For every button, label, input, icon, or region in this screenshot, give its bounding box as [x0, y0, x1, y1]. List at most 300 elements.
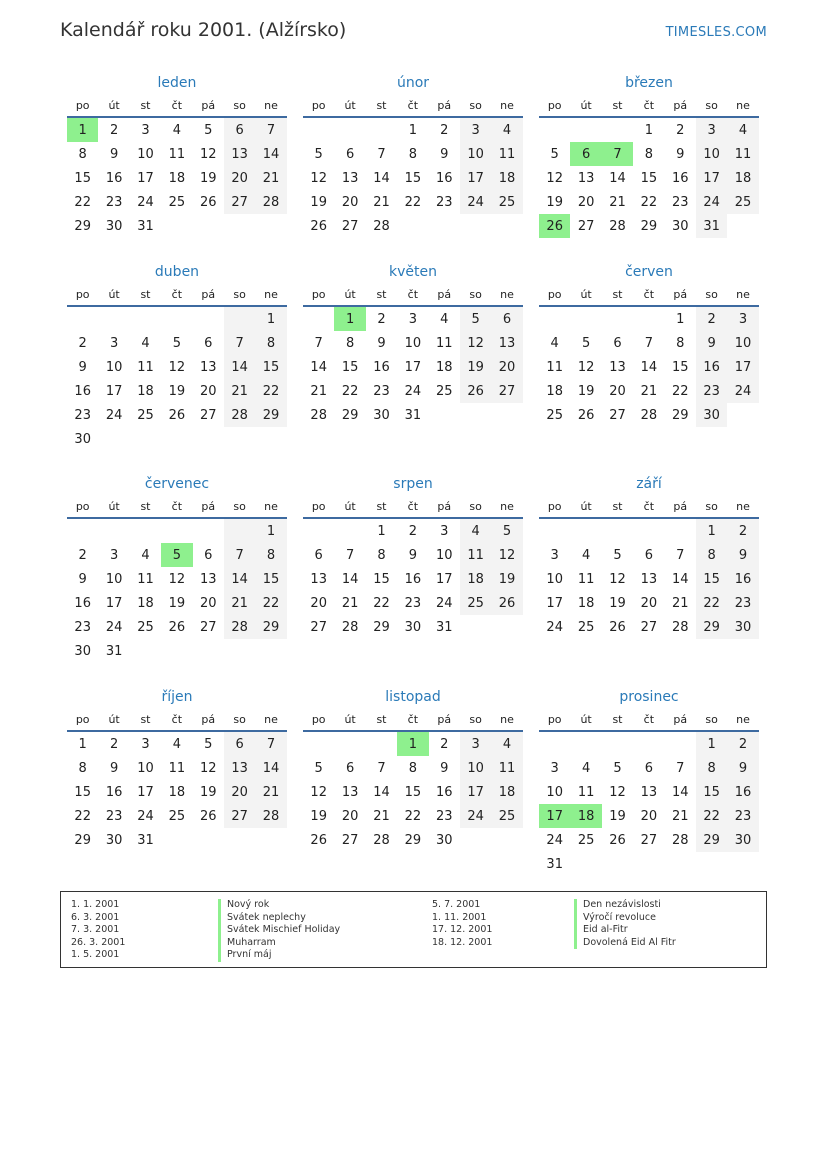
weekday-label: čt	[407, 712, 419, 726]
weekday-label: pá	[437, 712, 452, 726]
month-name: prosinec	[619, 689, 679, 705]
day-cell: 12	[577, 359, 595, 375]
day-cell: 25	[546, 407, 563, 423]
weekday-label: po	[311, 499, 326, 513]
day-cell: 14	[373, 784, 390, 800]
weekday-label: čt	[171, 712, 183, 726]
day-cell: 5	[314, 760, 323, 776]
day-cell: 16	[435, 784, 453, 800]
day-cell: 23	[435, 808, 453, 824]
day-cell: 18	[460, 567, 491, 591]
weekday-label: so	[233, 499, 246, 513]
day-cell: 4	[491, 118, 522, 142]
day-cell: 20	[224, 166, 255, 190]
empty-cell	[570, 118, 601, 142]
day-cell: 11	[435, 335, 453, 351]
day-cell: 19	[577, 383, 595, 399]
day-cell: 4	[581, 547, 591, 563]
day-cell: 5	[581, 335, 591, 351]
day-cell: 15	[74, 784, 91, 800]
day-cell: 17	[460, 780, 491, 804]
day-cell: 2	[377, 311, 386, 327]
day-cell: 10	[546, 571, 563, 587]
day-cell: 30	[696, 403, 727, 427]
legend-date: 6. 3. 2001	[71, 911, 120, 923]
legend-holiday-name: Svátek neplechy	[218, 912, 340, 925]
day-cell: 22	[74, 808, 91, 824]
day-cell: 25	[168, 808, 186, 824]
day-cell: 8	[676, 335, 685, 351]
day-cell: 10	[546, 784, 563, 800]
weekday-label: ne	[500, 712, 514, 726]
weekday-label: út	[580, 287, 592, 301]
month-2	[539, 72, 759, 238]
month-name: květen	[389, 264, 437, 280]
legend-date: 1. 5. 2001	[71, 949, 120, 960]
day-cell: 15	[255, 567, 286, 591]
day-cell: 22	[404, 194, 422, 210]
day-cell: 20	[491, 355, 522, 379]
day-cell: 21	[640, 383, 658, 399]
day-cell: 16	[105, 784, 123, 800]
day-cell: 10	[105, 359, 123, 375]
day-cell: 23	[671, 194, 689, 210]
weekday-label: pá	[201, 712, 216, 726]
weekday-header	[539, 708, 759, 732]
day-cell: 29	[255, 615, 286, 639]
weekday-label: ne	[264, 287, 278, 301]
weekday-label: st	[612, 712, 623, 726]
month-name: červen	[625, 264, 673, 280]
day-cell: 24	[727, 379, 758, 403]
day-cell: 12	[310, 170, 327, 186]
month-9	[67, 686, 287, 852]
holiday-day-cell: 5	[161, 543, 192, 567]
empty-cell	[539, 732, 570, 756]
day-cell: 24	[105, 407, 123, 423]
weekday-label: ne	[500, 287, 514, 301]
day-cell: 13	[199, 359, 217, 375]
empty-cell	[334, 118, 365, 142]
day-cell: 6	[613, 335, 622, 351]
weekday-label: st	[612, 499, 623, 513]
day-cell: 16	[404, 571, 422, 587]
day-cell: 22	[696, 804, 727, 828]
month-5	[539, 261, 759, 427]
day-cell: 27	[640, 619, 658, 635]
day-cell: 28	[640, 407, 658, 423]
weekday-label: pá	[673, 499, 688, 513]
weekday-label: čt	[171, 499, 183, 513]
weekday-label: so	[469, 98, 482, 112]
day-cell: 29	[373, 619, 390, 635]
empty-cell	[570, 307, 601, 331]
day-cell: 23	[105, 808, 123, 824]
weekday-label: čt	[171, 287, 183, 301]
day-cell: 9	[676, 146, 685, 162]
day-cell: 27	[609, 407, 626, 423]
day-cell: 17	[137, 170, 154, 186]
empty-cell	[633, 307, 664, 331]
empty-cell	[303, 732, 334, 756]
day-cell: 10	[460, 142, 491, 166]
weekday-label: út	[108, 499, 120, 513]
day-cell: 30	[74, 643, 91, 659]
day-cell: 10	[137, 146, 154, 162]
day-cell: 9	[109, 760, 119, 776]
day-cell: 2	[78, 335, 87, 351]
weekday-label: so	[469, 287, 482, 301]
day-cell: 7	[644, 335, 653, 351]
weekday-label: čt	[643, 499, 655, 513]
day-cell: 18	[491, 166, 522, 190]
legend-date: 7. 3. 2001	[71, 924, 120, 935]
day-cell: 7	[255, 118, 286, 142]
day-cell: 18	[435, 359, 453, 375]
day-cell: 25	[577, 619, 595, 635]
day-cell: 22	[255, 379, 286, 403]
day-cell: 10	[460, 756, 491, 780]
month-3	[67, 261, 287, 451]
day-cell: 17	[137, 784, 154, 800]
day-cell: 2	[440, 122, 449, 138]
day-cell: 19	[460, 355, 491, 379]
day-cell: 20	[199, 383, 217, 399]
day-grid	[67, 118, 287, 238]
day-cell: 25	[727, 190, 758, 214]
day-cell: 30	[74, 431, 91, 447]
holiday-legend	[60, 891, 767, 968]
day-cell: 15	[696, 780, 727, 804]
holiday-day-cell: 1	[67, 118, 98, 142]
day-cell: 21	[310, 383, 327, 399]
day-cell: 30	[727, 615, 758, 639]
day-cell: 28	[671, 619, 689, 635]
month-name: červenec	[144, 476, 210, 492]
day-cell: 4	[440, 311, 449, 327]
day-cell: 11	[491, 142, 522, 166]
day-cell: 6	[644, 547, 653, 563]
day-cell: 6	[224, 118, 255, 142]
day-cell: 10	[404, 335, 422, 351]
weekday-label: so	[705, 98, 718, 112]
empty-cell	[366, 118, 397, 142]
weekday-label: po	[75, 712, 90, 726]
day-cell: 13	[341, 170, 359, 186]
day-cell: 2	[676, 122, 685, 138]
day-cell: 8	[408, 146, 417, 162]
day-cell: 10	[105, 571, 123, 587]
day-cell: 5	[460, 307, 491, 331]
day-cell: 13	[341, 784, 359, 800]
weekday-label: so	[705, 499, 718, 513]
weekday-header	[539, 94, 759, 118]
day-cell: 2	[696, 307, 727, 331]
day-cell: 13	[577, 170, 595, 186]
brand-link[interactable]: TIMESLES.COM	[665, 25, 767, 40]
day-cell: 8	[644, 146, 653, 162]
day-cell: 30	[105, 218, 123, 234]
day-cell: 28	[224, 403, 255, 427]
month-7	[303, 473, 523, 639]
weekday-label: st	[140, 499, 151, 513]
weekday-label: út	[580, 98, 592, 112]
day-cell: 27	[341, 218, 359, 234]
empty-cell	[366, 732, 397, 756]
day-cell: 11	[137, 571, 154, 587]
day-cell: 11	[491, 756, 522, 780]
day-grid	[539, 732, 759, 876]
day-cell: 9	[696, 331, 727, 355]
legend-dates-right	[432, 899, 492, 949]
weekday-label: po	[547, 499, 562, 513]
weekday-header	[303, 94, 523, 118]
day-cell: 21	[671, 595, 689, 611]
day-cell: 30	[727, 828, 758, 852]
day-cell: 9	[109, 146, 119, 162]
legend-holiday-name: Nový rok	[218, 899, 340, 912]
day-cell: 14	[609, 170, 626, 186]
month-name: únor	[396, 75, 430, 91]
day-cell: 17	[105, 595, 123, 611]
day-grid	[539, 307, 759, 427]
day-cell: 7	[676, 547, 685, 563]
empty-cell	[303, 118, 334, 142]
day-cell: 28	[671, 832, 689, 848]
empty-cell	[98, 519, 129, 543]
holiday-day-cell: 6	[570, 142, 601, 166]
empty-cell	[633, 519, 664, 543]
empty-cell	[224, 307, 255, 331]
day-cell: 12	[491, 543, 522, 567]
day-cell: 27	[199, 619, 217, 635]
day-cell: 9	[440, 760, 449, 776]
day-cell: 23	[74, 619, 91, 635]
weekday-label: út	[108, 98, 120, 112]
day-cell: 13	[199, 571, 217, 587]
day-cell: 8	[255, 331, 286, 355]
day-cell: 23	[74, 407, 91, 423]
day-cell: 17	[727, 355, 758, 379]
day-cell: 15	[671, 359, 689, 375]
empty-cell	[570, 732, 601, 756]
day-cell: 21	[373, 194, 390, 210]
day-cell: 28	[341, 619, 359, 635]
day-cell: 4	[491, 732, 522, 756]
day-cell: 29	[696, 828, 727, 852]
day-cell: 15	[640, 170, 658, 186]
day-cell: 29	[671, 407, 689, 423]
weekday-header	[303, 708, 523, 732]
day-cell: 7	[377, 146, 386, 162]
day-cell: 9	[727, 756, 758, 780]
weekday-label: út	[580, 499, 592, 513]
day-cell: 12	[609, 784, 626, 800]
day-cell: 16	[727, 780, 758, 804]
day-cell: 31	[137, 218, 154, 234]
day-cell: 16	[105, 170, 123, 186]
day-cell: 11	[137, 359, 154, 375]
day-cell: 4	[550, 335, 559, 351]
day-cell: 10	[137, 760, 154, 776]
weekday-label: po	[75, 499, 90, 513]
day-cell: 31	[105, 643, 123, 659]
day-cell: 10	[435, 547, 453, 563]
empty-cell	[67, 519, 98, 543]
day-cell: 20	[224, 780, 255, 804]
empty-cell	[602, 307, 633, 331]
weekday-label: st	[140, 287, 151, 301]
day-cell: 5	[204, 736, 213, 752]
day-cell: 20	[341, 194, 359, 210]
day-cell: 22	[640, 194, 658, 210]
day-cell: 2	[727, 732, 758, 756]
weekday-label: ne	[264, 98, 278, 112]
day-cell: 3	[408, 311, 417, 327]
day-cell: 18	[168, 784, 186, 800]
day-cell: 27	[199, 407, 217, 423]
day-cell: 19	[491, 567, 522, 591]
day-cell: 28	[373, 218, 390, 234]
day-cell: 21	[224, 591, 255, 615]
month-8	[539, 473, 759, 639]
day-cell: 15	[404, 784, 422, 800]
day-cell: 28	[255, 804, 286, 828]
day-cell: 16	[74, 595, 91, 611]
day-cell: 26	[310, 832, 327, 848]
day-cell: 17	[460, 166, 491, 190]
day-cell: 7	[224, 543, 255, 567]
day-cell: 13	[640, 784, 658, 800]
day-cell: 14	[255, 142, 286, 166]
weekday-label: st	[376, 712, 387, 726]
day-cell: 3	[440, 523, 449, 539]
month-1	[303, 72, 523, 238]
day-cell: 20	[310, 595, 327, 611]
day-grid	[303, 118, 523, 238]
day-cell: 17	[696, 166, 727, 190]
month-6	[67, 473, 287, 663]
day-cell: 4	[172, 122, 181, 138]
day-cell: 18	[137, 383, 154, 399]
legend-date: 18. 12. 2001	[432, 936, 493, 948]
day-cell: 1	[644, 122, 653, 138]
month-4	[303, 261, 523, 427]
day-cell: 31	[435, 619, 453, 635]
day-cell: 14	[671, 571, 689, 587]
legend-holiday-name: Svátek Mischief Holiday	[218, 924, 340, 937]
day-cell: 20	[577, 194, 595, 210]
weekday-label: út	[344, 287, 356, 301]
day-cell: 29	[341, 407, 359, 423]
day-cell: 6	[204, 335, 213, 351]
day-cell: 2	[78, 547, 87, 563]
weekday-header	[67, 495, 287, 519]
weekday-label: po	[547, 287, 562, 301]
day-cell: 20	[199, 595, 217, 611]
day-cell: 1	[696, 519, 727, 543]
weekday-label: čt	[643, 98, 655, 112]
weekday-header	[67, 708, 287, 732]
day-cell: 16	[696, 355, 727, 379]
empty-cell	[303, 519, 334, 543]
day-cell: 21	[373, 808, 390, 824]
legend-date: 26. 3. 2001	[71, 936, 126, 948]
empty-cell	[602, 118, 633, 142]
day-cell: 24	[137, 808, 154, 824]
day-cell: 6	[314, 547, 323, 563]
day-cell: 26	[577, 407, 595, 423]
weekday-label: ne	[264, 712, 278, 726]
day-cell: 12	[310, 784, 327, 800]
day-cell: 5	[491, 519, 522, 543]
day-cell: 14	[255, 756, 286, 780]
day-cell: 22	[404, 808, 422, 824]
day-cell: 14	[671, 784, 689, 800]
day-cell: 14	[224, 355, 255, 379]
day-cell: 20	[640, 808, 658, 824]
month-name: říjen	[161, 689, 193, 705]
day-cell: 25	[137, 407, 154, 423]
day-cell: 18	[491, 780, 522, 804]
weekday-label: so	[233, 287, 246, 301]
day-cell: 23	[105, 194, 123, 210]
day-cell: 8	[696, 756, 727, 780]
empty-cell	[539, 519, 570, 543]
holiday-day-cell: 1	[334, 307, 365, 331]
day-cell: 11	[727, 142, 758, 166]
day-cell: 11	[577, 571, 595, 587]
weekday-label: čt	[643, 712, 655, 726]
day-cell: 26	[199, 808, 217, 824]
day-cell: 19	[199, 170, 217, 186]
weekday-label: út	[344, 499, 356, 513]
day-cell: 28	[224, 615, 255, 639]
weekday-label: čt	[171, 98, 183, 112]
day-cell: 6	[204, 547, 213, 563]
day-cell: 2	[727, 519, 758, 543]
day-cell: 10	[727, 331, 758, 355]
month-name: leden	[157, 75, 197, 91]
day-cell: 6	[224, 732, 255, 756]
day-cell: 27	[491, 379, 522, 403]
day-cell: 24	[460, 190, 491, 214]
day-cell: 9	[727, 543, 758, 567]
day-grid	[303, 519, 523, 639]
empty-cell	[602, 519, 633, 543]
empty-cell	[67, 307, 98, 331]
weekday-label: st	[140, 98, 151, 112]
day-cell: 3	[550, 547, 559, 563]
day-cell: 28	[310, 407, 327, 423]
day-cell: 3	[109, 547, 119, 563]
day-cell: 1	[255, 519, 286, 543]
day-cell: 13	[640, 571, 658, 587]
day-cell: 26	[310, 218, 327, 234]
day-cell: 1	[78, 736, 87, 752]
day-cell: 6	[345, 146, 355, 162]
month-11	[539, 686, 759, 876]
weekday-header	[303, 283, 523, 307]
day-cell: 18	[577, 595, 595, 611]
day-grid	[67, 732, 287, 852]
day-cell: 9	[78, 571, 87, 587]
day-cell: 22	[341, 383, 359, 399]
day-cell: 6	[491, 307, 522, 331]
day-cell: 9	[78, 359, 87, 375]
weekday-label: pá	[201, 287, 216, 301]
month-name: březen	[625, 75, 673, 91]
